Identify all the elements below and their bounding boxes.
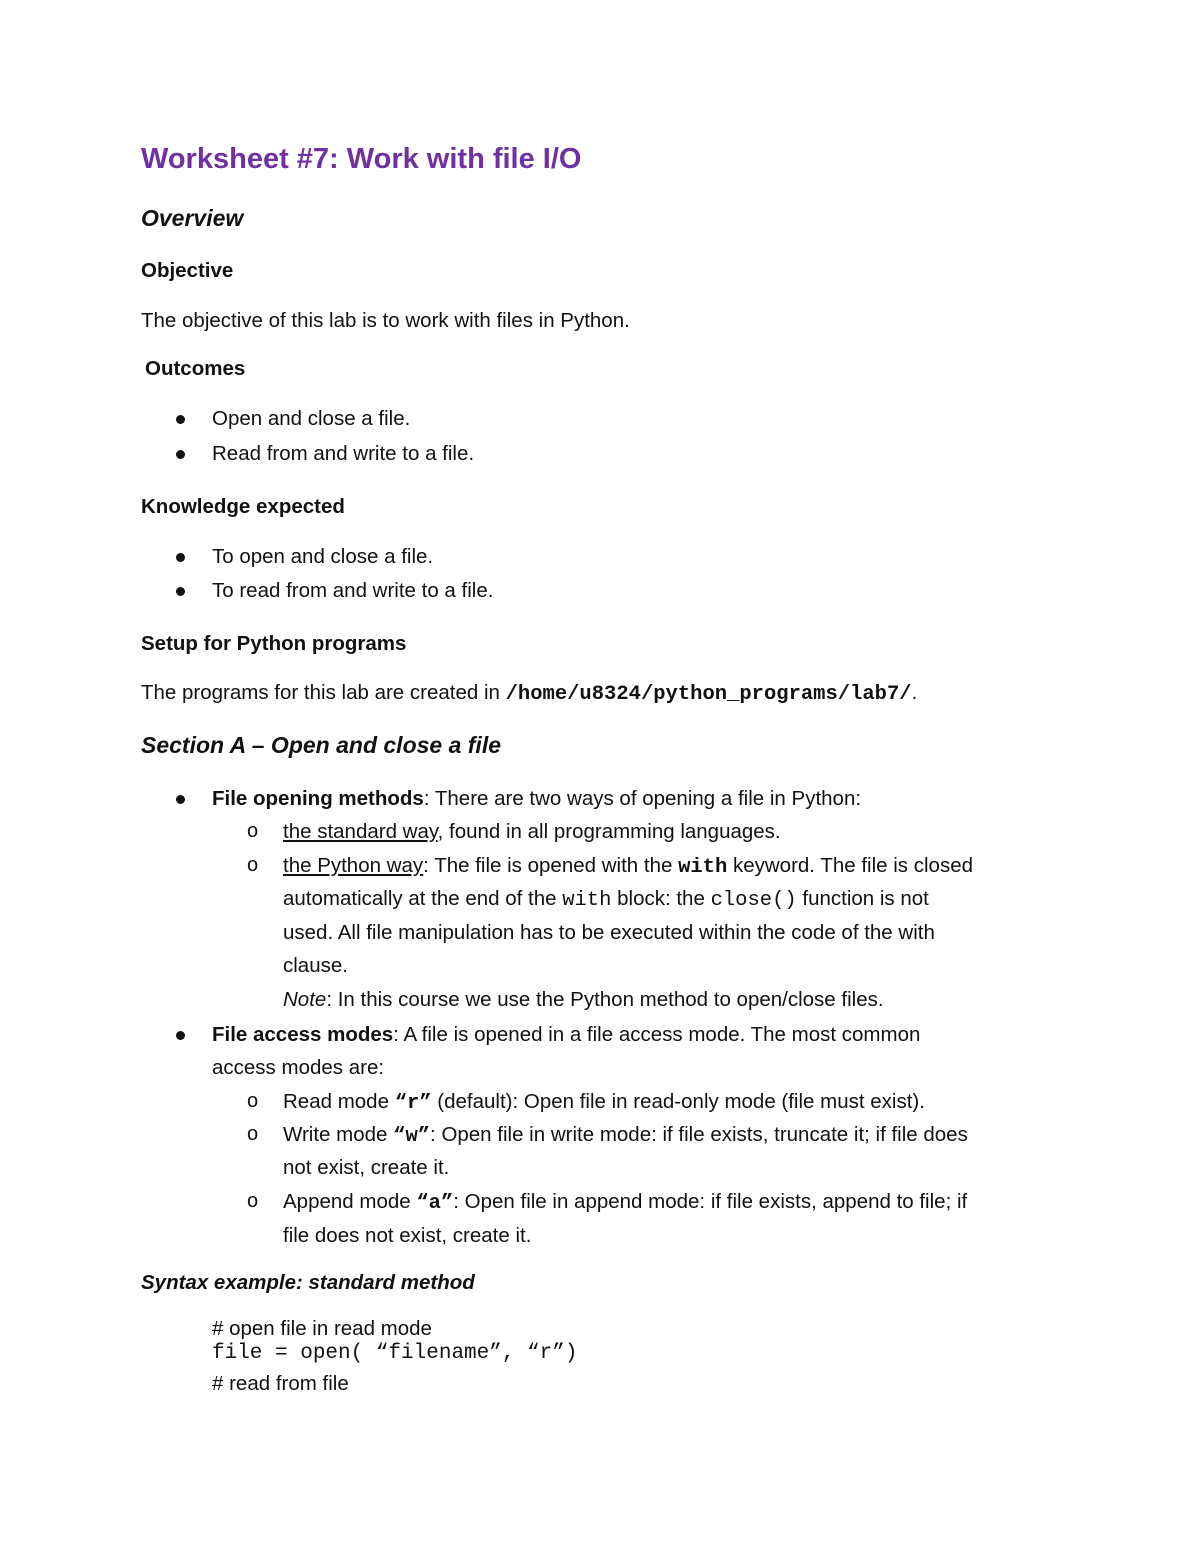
read-mode-item: Read mode “r” (default): Open file in read-only mode (file must exist). <box>283 1090 925 1115</box>
knowledge-item: To open and close a file. <box>212 545 434 568</box>
bullet-icon <box>176 450 185 459</box>
sub-bullet-icon: o <box>247 820 259 842</box>
bullet-icon <box>176 795 185 804</box>
bullet-icon <box>176 587 185 596</box>
append-mode-line2: file does not exist, create it. <box>283 1224 532 1247</box>
python-way-item: the Python way: The file is opened with the with keyword. The file is closed <box>283 854 974 879</box>
objective-text: The objective of this lab is to work with files in Python. <box>141 309 630 332</box>
knowledge-item: To read from and write to a file. <box>212 579 494 602</box>
page-title: Worksheet #7: Work with file I/O <box>141 143 582 175</box>
code-comment: # read from file <box>212 1372 349 1395</box>
note-text: Note: In this course we use the Python method to open/close files. <box>283 988 884 1011</box>
bullet-icon <box>176 553 185 562</box>
sub-bullet-icon: o <box>247 854 259 876</box>
code-comment: # open file in read mode <box>212 1317 432 1340</box>
section-a-heading: Section A – Open and close a file <box>141 732 502 758</box>
write-mode-item: Write mode “w”: Open file in write mode: if file exists, truncate it; if file does <box>283 1123 968 1148</box>
python-way-line4: clause. <box>283 954 348 977</box>
setup-heading: Setup for Python programs <box>141 632 407 655</box>
python-way-line3: used. All file manipulation has to be executed within the code of the with <box>283 921 935 944</box>
knowledge-heading: Knowledge expected <box>141 495 345 518</box>
sub-bullet-icon: o <box>247 1190 259 1212</box>
standard-way-item: the standard way, found in all programming languages. <box>283 820 781 843</box>
outcomes-heading: Outcomes <box>145 357 246 380</box>
modes-item: File access modes: A file is opened in a file access mode. The most common <box>212 1023 921 1046</box>
append-mode-item: Append mode “a”: Open file in append mode: if file exists, append to file; if <box>283 1190 968 1215</box>
sub-bullet-icon: o <box>247 1090 259 1112</box>
setup-path: /home/u8324/python_programs/lab7/ <box>505 683 912 706</box>
syntax-heading: Syntax example: standard method <box>141 1271 475 1294</box>
sub-bullet-icon: o <box>247 1123 259 1145</box>
objective-heading: Objective <box>141 259 234 282</box>
outcome-item: Open and close a file. <box>212 407 411 430</box>
methods-item: File opening methods: There are two ways of opening a file in Python: <box>212 787 862 810</box>
outcome-item: Read from and write to a file. <box>212 442 475 465</box>
python-way-line2: automatically at the end of the with block: the close() function is not <box>283 887 929 912</box>
setup-text: The programs for this lab are created in /home/u8324/python_programs/lab7/. <box>141 681 918 706</box>
code-line: file = open( “filename”, “r”) <box>212 1342 578 1365</box>
write-mode-line2: not exist, create it. <box>283 1156 450 1179</box>
bullet-icon <box>176 1031 185 1040</box>
modes-item-line2: access modes are: <box>212 1056 385 1079</box>
bullet-icon <box>176 415 185 424</box>
overview-heading: Overview <box>141 205 244 231</box>
